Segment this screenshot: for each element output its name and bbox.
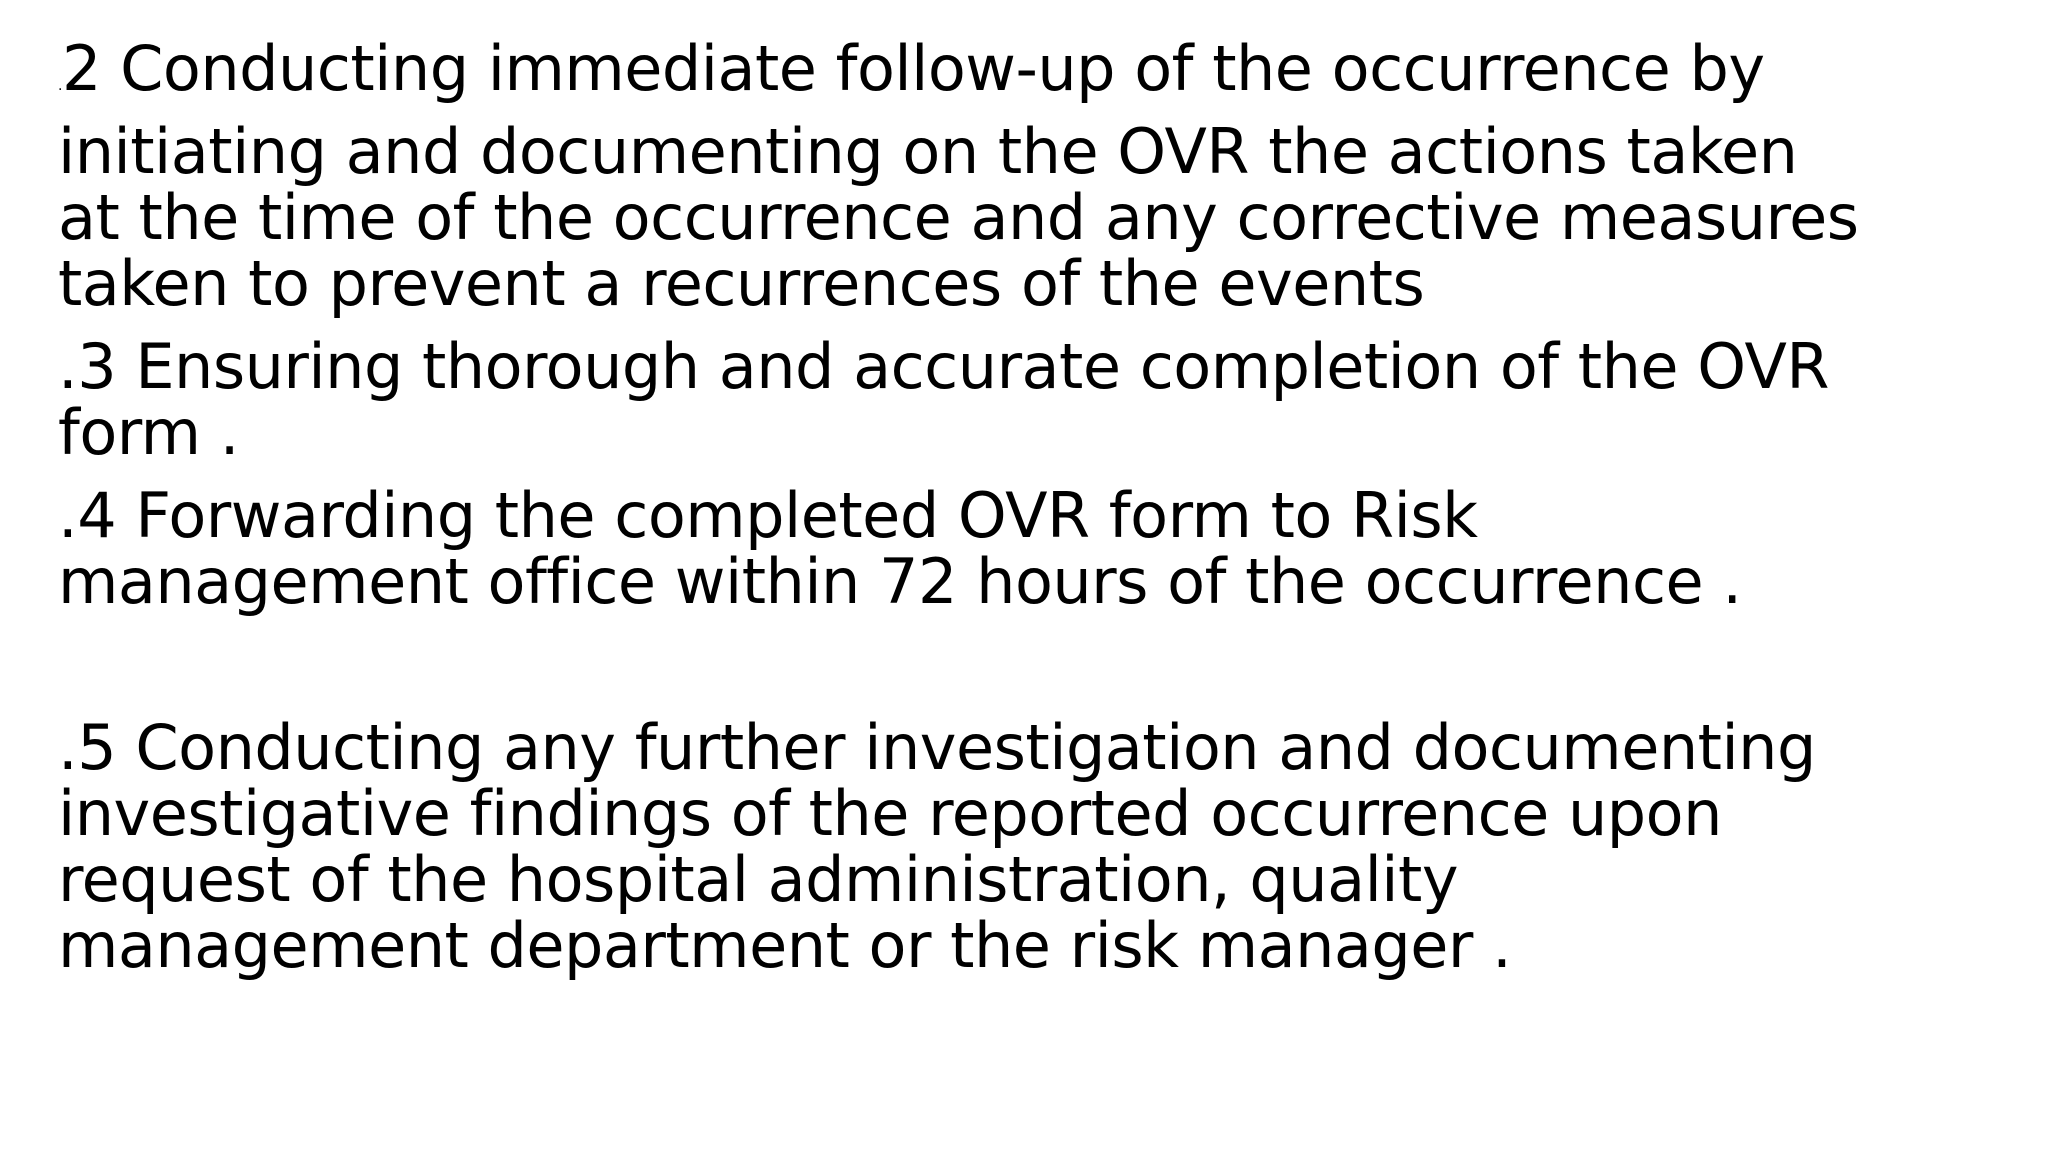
slide-body <box>58 32 1998 982</box>
list-item <box>58 711 1998 982</box>
text-line: management office within 72 hours of the occurrence . <box>58 545 1742 618</box>
text-line: .4 Forwarding the completed OVR form to Risk <box>58 479 1478 552</box>
text-line: management department or the risk manager . <box>58 909 1512 982</box>
text-line: .3 Ensuring thorough and accurate completion of the OVR <box>58 330 1829 403</box>
text-line: request of the hospital administration, quality <box>58 843 1459 916</box>
text-run: 2 Conducting immediate follow-up of the occurrence by <box>61 32 1765 105</box>
list-item <box>58 32 1998 320</box>
text-line: investigative findings of the reported occurrence upon <box>58 777 1722 850</box>
text-line: form . <box>58 396 239 469</box>
list-item <box>58 479 1998 618</box>
list-item <box>58 330 1998 469</box>
bullet-dot: . <box>58 78 62 94</box>
text-line: taken to prevent a recurrences of the events <box>58 247 1425 320</box>
text-line: initiating and documenting on the OVR the actions taken <box>58 115 1798 188</box>
text-line <box>58 32 1998 119</box>
text-line: at the time of the occurrence and any corrective measures <box>58 181 1859 254</box>
text-line: .5 Conducting any further investigation and documenting <box>58 711 1816 784</box>
